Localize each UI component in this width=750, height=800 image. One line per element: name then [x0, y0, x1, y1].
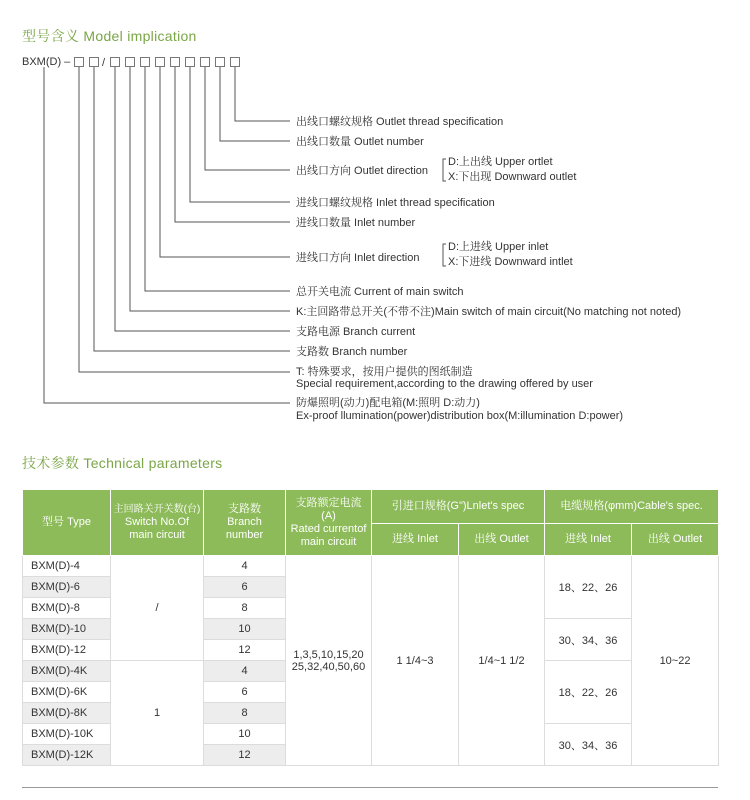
switch-value-one: 1 — [111, 661, 204, 766]
meaning-inlet-direction: 进线口方向 Inlet direction — [296, 252, 420, 264]
table-row-model: BXM(D)-6K — [23, 682, 111, 703]
header-branch: 支路数 Branch number — [204, 490, 286, 556]
header-cable-spec: 电缆规格(φmm)Cable's spec. — [545, 490, 719, 524]
table-row-model: BXM(D)-4 — [23, 556, 111, 577]
model-code-prefix: BXM(D) – — [22, 56, 71, 68]
outlet-thread-cell: 1/4~1 1/2 — [459, 556, 545, 766]
technical-parameters-title: 技术参数 Technical parameters — [22, 455, 223, 471]
header-cable-outlet: 出线 Outlet — [632, 524, 719, 556]
table-row-model: BXM(D)-10K — [23, 724, 111, 745]
inlet-thread-cell: 1 1/4~3 — [372, 556, 459, 766]
table-row-model: BXM(D)-8K — [23, 703, 111, 724]
inlet-direction-down: X:下进线 Downward intlet — [448, 256, 573, 268]
header-switch: 主回路关开关数(台) Switch No.Of main circuit — [111, 490, 204, 556]
table-row-model: BXM(D)-10 — [23, 619, 111, 640]
meaning-branch-current: 支路电源 Branch current — [296, 326, 416, 338]
code-slash: / — [102, 57, 106, 69]
outlet-direction-down: X:下出现 Downward outlet — [448, 171, 577, 183]
header-thread-inlet: 进线 Inlet — [372, 524, 459, 556]
meaning-outlet-direction: 出线口方向 Outlet direction — [296, 165, 429, 177]
table-row-model: BXM(D)-6 — [23, 577, 111, 598]
rated-current-cell: 1,3,5,10,15,20 25,32,40,50,60 — [286, 556, 372, 766]
table-row-model: BXM(D)-12K — [23, 745, 111, 766]
table-row-model: BXM(D)-4K — [23, 661, 111, 682]
header-thread-outlet: 出线 Outlet — [459, 524, 545, 556]
inlet-direction-upper: D:上进线 Upper inlet — [448, 241, 549, 253]
outlet-direction-upper: D:上出线 Upper ortlet — [448, 156, 553, 168]
meaning-main-switch: K:主回路带总开关(不带不注)Main switch of main circuit(No matching not noted) — [296, 306, 682, 318]
header-cable-inlet: 进线 Inlet — [545, 524, 632, 556]
table-row-branch: 4 — [204, 661, 286, 682]
meaning-special-cn: T: 特殊要求，按用户提供的图纸制造 — [296, 366, 473, 378]
model-implication-title: 型号含义 Model implication — [22, 28, 197, 44]
table-row-branch: 4 — [204, 556, 286, 577]
meaning-special-en: Special requirement,according to the drawing offered by user — [296, 378, 593, 390]
meaning-box-cn: 防爆照明(动力)配电箱(M:照明 D:动力) — [296, 397, 480, 409]
meaning-inlet-thread: 进线口螺纹规格 Inlet thread specification — [296, 197, 495, 209]
table-row-branch: 12 — [204, 745, 286, 766]
parameters-table — [22, 489, 718, 766]
meaning-box-en: Ex-proof llumination(power)distribution box(M:illumination D:power) — [296, 410, 624, 422]
table-row-branch: 10 — [204, 724, 286, 745]
switch-value-none: / — [111, 556, 204, 661]
table-row-branch: 12 — [204, 640, 286, 661]
cable-outlet-cell: 10~22 — [632, 556, 719, 766]
meaning-main-switch-current: 总开关电流 Current of main switch — [296, 286, 464, 298]
meaning-outlet-thread: 出线口螺纹规格 Outlet thread specification — [296, 116, 504, 128]
table-row-model: BXM(D)-8 — [23, 598, 111, 619]
meaning-branch-number: 支路数 Branch number — [296, 346, 408, 358]
table-row-branch: 8 — [204, 598, 286, 619]
table-row-branch: 8 — [204, 703, 286, 724]
cable-inlet-cell: 18、22、26 — [545, 556, 632, 619]
meaning-outlet-number: 出线口数量 Outlet number — [296, 136, 424, 148]
header-rated-current: 支路额定电流 (A) Rated currentof main circuit — [286, 490, 372, 556]
table-row-branch: 6 — [204, 577, 286, 598]
table-row-branch: 10 — [204, 619, 286, 640]
meaning-inlet-number: 进线口数量 Inlet number — [296, 217, 416, 229]
header-type: 型号 Type — [23, 490, 111, 556]
table-row-branch: 6 — [204, 682, 286, 703]
table-row-model: BXM(D)-12 — [23, 640, 111, 661]
cable-inlet-cell: 18、22、26 — [545, 661, 632, 724]
footer-divider — [22, 787, 718, 788]
cable-inlet-cell: 30、34、36 — [545, 724, 632, 766]
cable-inlet-cell: 30、34、36 — [545, 619, 632, 661]
header-inlet-spec: 引进口规格(G")Lnlet's spec — [372, 490, 545, 524]
